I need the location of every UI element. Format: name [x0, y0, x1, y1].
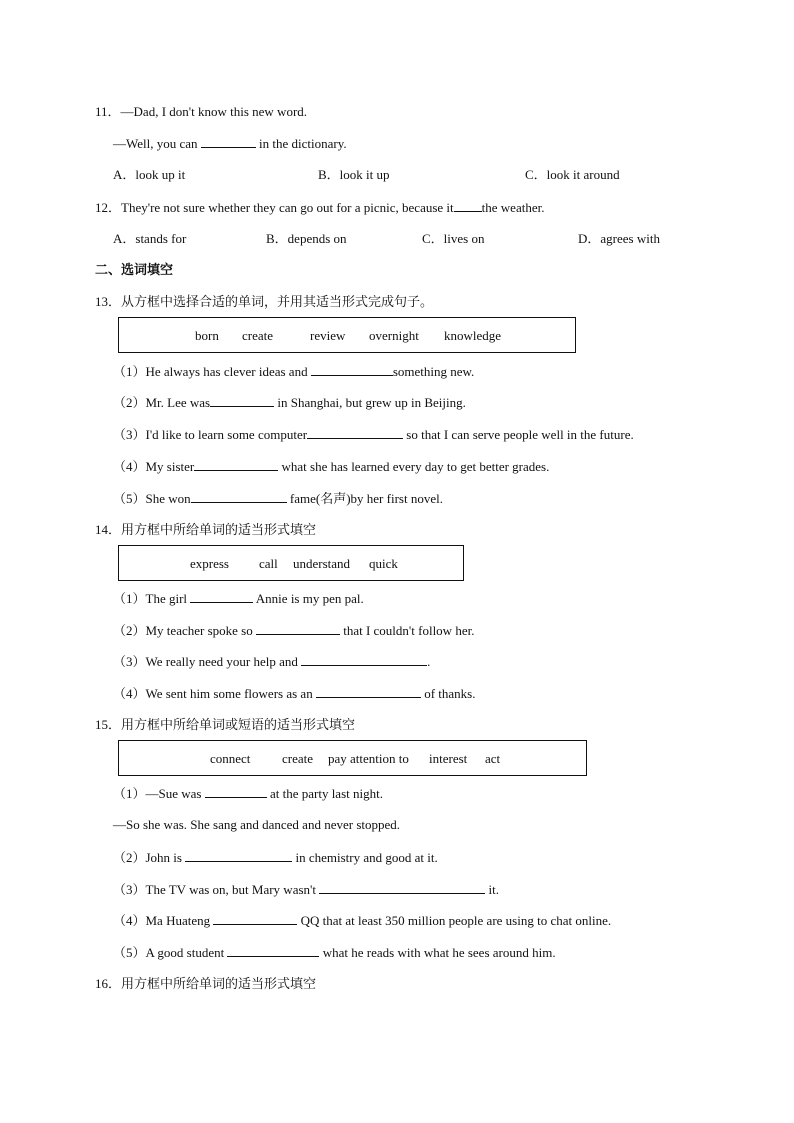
q13-item-1	[113, 363, 474, 380]
q15-item-text: in chemistry and good at it.	[292, 850, 438, 865]
q15-blank-3[interactable]	[319, 881, 485, 894]
q14-word: understand	[293, 556, 351, 571]
q15-item-text: （4）Ma Huateng	[113, 913, 214, 928]
q13-item-text: fame(名声)by her first novel.	[286, 491, 443, 506]
q15-item-text: （5）A good student	[113, 945, 228, 960]
q12-option-c[interactable]: C．lives on	[422, 231, 485, 246]
q14-instruction-text: 用方框中所给单词的适当形式填空	[121, 523, 317, 538]
q15-blank-1[interactable]	[205, 785, 267, 798]
q15-item-1-reply: —So she was. She sang and danced and never stopped.	[113, 817, 401, 832]
q13-item-3	[113, 426, 634, 443]
q13-item-text: （1）He always has clever ideas and	[113, 364, 311, 379]
q11-option-b[interactable]: B．look it up	[318, 167, 390, 182]
q13-item-text: （4）My sister	[113, 459, 195, 474]
q11-stem	[95, 104, 307, 120]
q14-item-text: （1）The girl	[113, 591, 191, 606]
q16-number: 16．	[95, 976, 122, 991]
q15-item-3	[113, 881, 499, 898]
q14-item-2	[113, 622, 474, 639]
q14-word-box	[118, 545, 464, 581]
q13-word: born	[195, 328, 219, 343]
q15-word: pay attention to	[328, 751, 409, 766]
q13-word: knowledge	[444, 328, 502, 343]
q12-option-d[interactable]: D．agrees with	[578, 231, 660, 246]
q15-item-text: （2）John is	[113, 850, 186, 865]
q14-item-text: （4）We sent him some flowers as an	[113, 686, 316, 701]
q14-item-text: that I couldn't follow her.	[339, 623, 475, 638]
q14-blank-3[interactable]	[301, 653, 427, 666]
q11-option-a[interactable]: A．look up it	[113, 167, 186, 182]
q13-blank-5[interactable]	[191, 490, 287, 503]
q13-item-text: in Shanghai, but grew up in Beijing.	[274, 395, 466, 410]
q12-option-a[interactable]: A．stands for	[113, 231, 187, 246]
q13-item-text: so that I can serve people well in the future.	[403, 427, 634, 442]
q15-item-4	[113, 912, 611, 929]
q14-blank-2[interactable]	[256, 622, 340, 635]
q16-instruction-text: 用方框中所给单词的适当形式填空	[121, 977, 317, 992]
q11-number: 11．	[95, 104, 121, 119]
q13-word: create	[242, 328, 274, 343]
q13-instruction-text: 从方框中选择合适的单词，并用其适当形式完成句子。	[121, 295, 434, 310]
q15-word: interest	[429, 751, 468, 766]
q13-instruction	[95, 294, 433, 311]
q14-blank-4[interactable]	[316, 685, 421, 698]
q14-number: 14．	[95, 522, 122, 537]
q13-blank-4[interactable]	[194, 458, 278, 471]
q15-number: 15．	[95, 717, 122, 732]
q14-item-text: .	[427, 654, 431, 669]
q15-word: act	[485, 751, 501, 766]
q12-text-a: They're not sure whether they can go out for a picnic, because it	[121, 200, 454, 215]
q13-word: review	[310, 328, 346, 343]
q12-stem	[95, 199, 544, 216]
q13-number: 13．	[95, 294, 122, 309]
q15-item-1	[113, 785, 383, 802]
q15-instruction	[95, 717, 355, 734]
q13-blank-3[interactable]	[307, 426, 403, 439]
q11-blank[interactable]	[201, 135, 256, 148]
q15-blank-4[interactable]	[213, 912, 297, 925]
q15-item-text: it.	[485, 882, 499, 897]
q14-item-1	[113, 590, 364, 607]
q13-item-text: what she has learned every day to get better grades.	[278, 459, 550, 474]
q14-item-text: of thanks.	[420, 686, 476, 701]
q14-word: quick	[369, 556, 398, 571]
q13-item-text: （2）Mr. Lee was	[113, 395, 211, 410]
q13-item-4	[113, 458, 549, 475]
q11-line2-a: —Well, you can	[113, 136, 198, 151]
q14-instruction	[95, 522, 316, 539]
q15-blank-5[interactable]	[227, 944, 319, 957]
q15-word: connect	[210, 751, 251, 766]
q12-text-b: the weather.	[481, 200, 545, 215]
q14-item-3	[113, 653, 430, 670]
q15-item-text: （3）The TV was on, but Mary wasn't	[113, 882, 320, 897]
q15-item-text: at the party last night.	[266, 786, 383, 801]
q12-blank[interactable]	[454, 199, 482, 212]
q13-blank-2[interactable]	[210, 394, 274, 407]
q13-item-5	[113, 490, 443, 507]
q14-word: call	[259, 556, 278, 571]
q13-item-text: （3）I'd like to learn some computer	[113, 427, 308, 442]
q14-word: express	[190, 556, 229, 571]
q14-item-4	[113, 685, 475, 702]
q15-blank-2[interactable]	[185, 849, 292, 862]
q11-line2	[113, 135, 347, 152]
q12-number: 12．	[95, 200, 122, 215]
q15-item-text: what he reads with what he sees around him.	[319, 945, 556, 960]
q14-blank-1[interactable]	[190, 590, 253, 603]
q13-item-text: （5）She won	[113, 491, 191, 506]
q14-item-text: （3）We really need your help and	[113, 654, 302, 669]
section-title: 二、选词填空	[95, 263, 174, 278]
q15-item-5	[113, 944, 556, 961]
q15-item-text: （1）—Sue was	[113, 786, 205, 801]
q15-item-2	[113, 849, 438, 866]
q13-blank-1[interactable]	[311, 363, 393, 376]
q13-item-text: something new.	[392, 364, 475, 379]
q14-item-text: Annie is my pen pal.	[253, 591, 364, 606]
q11-option-c[interactable]: C．look it around	[525, 167, 620, 182]
q15-word: create	[282, 751, 314, 766]
q13-word-box	[118, 317, 576, 353]
q15-instruction-text: 用方框中所给单词或短语的适当形式填空	[121, 718, 356, 733]
q12-option-b[interactable]: B．depends on	[266, 231, 347, 246]
q11-line2-b: in the dictionary.	[259, 136, 347, 151]
q13-word: overnight	[369, 328, 419, 343]
q13-item-2	[113, 394, 466, 411]
q15-item-text: QQ that at least 350 million people are using to chat online.	[297, 913, 612, 928]
q14-item-text: （2）My teacher spoke so	[113, 623, 256, 638]
q11-line1: —Dad, I don't know this new word.	[120, 104, 308, 119]
q16-instruction	[95, 976, 316, 993]
